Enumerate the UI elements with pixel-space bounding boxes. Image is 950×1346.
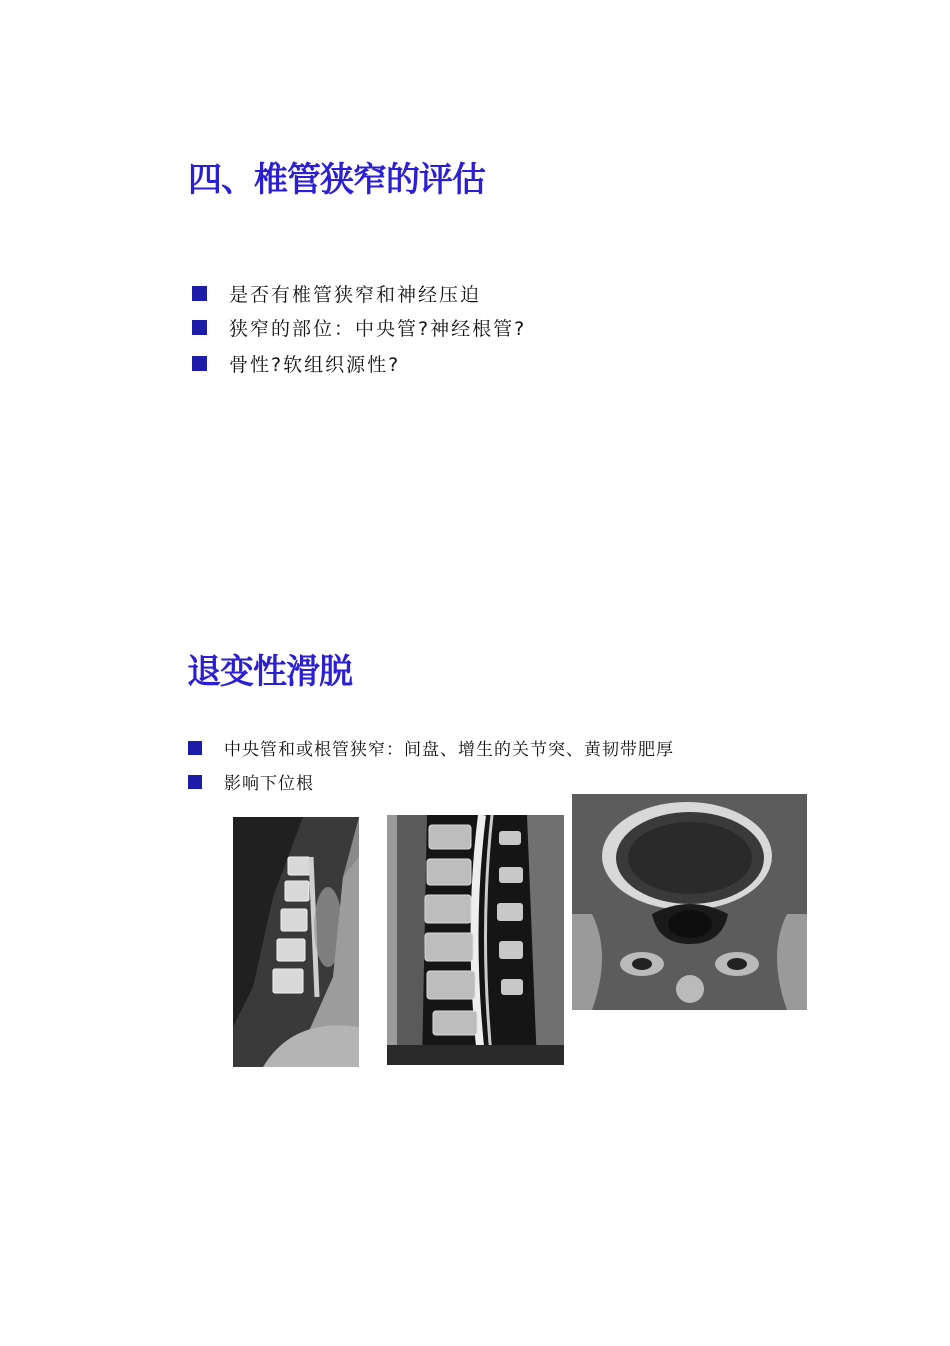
bullet-text: 狭窄的部位：中央管?神经根管? [229,318,527,340]
bullet-square-icon [192,320,207,335]
section2-title: 退变性滑脱 [187,652,352,692]
bullet-text: 中央管和或根管狭窄：间盘、增生的关节突、黄韧带肥厚 [224,740,674,760]
bullet-square-icon [188,775,202,789]
section1-bullet-2 [192,314,526,341]
lumbar-mri-sagittal-image [387,815,564,1065]
bullet-square-icon [188,741,202,755]
bullet-text: 影响下位根 [224,774,314,794]
lumbar-mri-axial-image [572,794,807,1010]
section1-title: 四、椎管狭窄的评估 [188,160,485,200]
bullet-text: 骨性?软组织源性? [229,354,401,376]
section1-bullet-1 [192,280,481,307]
section2-bullet-2 [188,769,314,794]
bullet-text: 是否有椎管狭窄和神经压迫 [229,284,482,306]
section1-bullet-3 [192,350,400,377]
section2-bullet-1 [188,735,674,760]
bullet-square-icon [192,356,207,371]
bullet-square-icon [192,286,207,301]
lumbar-xray-lateral-image [233,817,359,1067]
